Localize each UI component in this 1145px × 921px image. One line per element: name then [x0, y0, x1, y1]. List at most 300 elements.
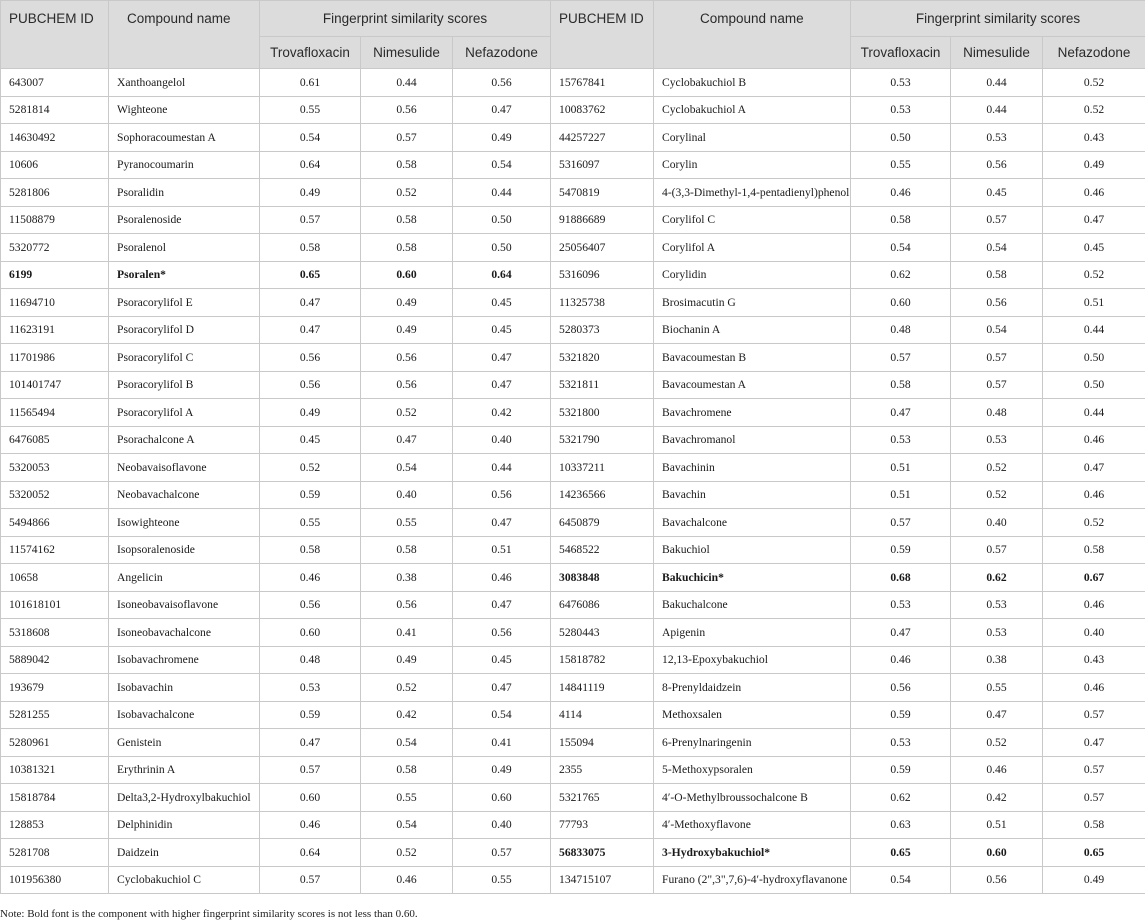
table-row [1, 399, 1145, 427]
table-row [1, 454, 1145, 482]
left-trovafloxacin-score: 0.61 [260, 69, 361, 97]
left-nefazodone-score: 0.47 [453, 591, 551, 619]
right-trovafloxacin-score: 0.53 [851, 591, 951, 619]
right-trovafloxacin-score: 0.46 [851, 646, 951, 674]
left-nimesulide-score: 0.58 [361, 206, 453, 234]
left-nefazodone-score: 0.44 [453, 179, 551, 207]
header-scores-group-left: Fingerprint similarity scores [260, 1, 551, 37]
left-nefazodone-score: 0.40 [453, 811, 551, 839]
left-nefazodone-score: 0.60 [453, 784, 551, 812]
right-nimesulide-score: 0.52 [951, 729, 1043, 757]
right-nimesulide-score: 0.56 [951, 289, 1043, 317]
table-row [1, 564, 1145, 592]
table-row [1, 426, 1145, 454]
right-trovafloxacin-score: 0.57 [851, 344, 951, 372]
table-row [1, 206, 1145, 234]
left-nefazodone-score: 0.50 [453, 206, 551, 234]
right-pubchem-id: 5321800 [551, 399, 654, 427]
left-pubchem-id: 10606 [1, 151, 109, 179]
right-trovafloxacin-score: 0.62 [851, 784, 951, 812]
right-pubchem-id: 77793 [551, 811, 654, 839]
left-pubchem-id: 101618101 [1, 591, 109, 619]
left-pubchem-id: 5320052 [1, 481, 109, 509]
left-nimesulide-score: 0.56 [361, 591, 453, 619]
left-trovafloxacin-score: 0.48 [260, 646, 361, 674]
right-trovafloxacin-score: 0.68 [851, 564, 951, 592]
right-pubchem-id: 10083762 [551, 96, 654, 124]
right-nefazodone-score: 0.49 [1043, 151, 1145, 179]
left-compound-name: Psoracorylifol A [109, 399, 260, 427]
left-pubchem-id: 11694710 [1, 289, 109, 317]
table-row [1, 646, 1145, 674]
right-pubchem-id: 56833075 [551, 839, 654, 867]
right-nefazodone-score: 0.67 [1043, 564, 1145, 592]
right-trovafloxacin-score: 0.62 [851, 261, 951, 289]
left-nefazodone-score: 0.51 [453, 536, 551, 564]
right-pubchem-id: 5321811 [551, 371, 654, 399]
right-nefazodone-score: 0.50 [1043, 344, 1145, 372]
right-compound-name: Bavachinin [654, 454, 851, 482]
left-nimesulide-score: 0.55 [361, 509, 453, 537]
left-compound-name: Neobavaisoflavone [109, 454, 260, 482]
right-nimesulide-score: 0.45 [951, 179, 1043, 207]
right-nefazodone-score: 0.57 [1043, 756, 1145, 784]
right-pubchem-id: 15767841 [551, 69, 654, 97]
header-scores-group-right: Fingerprint similarity scores [851, 1, 1145, 37]
left-trovafloxacin-score: 0.54 [260, 124, 361, 152]
left-pubchem-id: 14630492 [1, 124, 109, 152]
right-trovafloxacin-score: 0.47 [851, 399, 951, 427]
left-compound-name: Psoracorylifol D [109, 316, 260, 344]
right-trovafloxacin-score: 0.50 [851, 124, 951, 152]
right-pubchem-id: 3083848 [551, 564, 654, 592]
right-pubchem-id: 5316096 [551, 261, 654, 289]
right-compound-name: Bavacoumestan B [654, 344, 851, 372]
right-nefazodone-score: 0.50 [1043, 371, 1145, 399]
right-pubchem-id: 5468522 [551, 536, 654, 564]
left-trovafloxacin-score: 0.53 [260, 674, 361, 702]
table-row [1, 591, 1145, 619]
left-nimesulide-score: 0.49 [361, 289, 453, 317]
right-pubchem-id: 6450879 [551, 509, 654, 537]
left-nefazodone-score: 0.54 [453, 701, 551, 729]
right-pubchem-id: 5316097 [551, 151, 654, 179]
right-compound-name: Bavachin [654, 481, 851, 509]
right-nefazodone-score: 0.44 [1043, 316, 1145, 344]
left-trovafloxacin-score: 0.47 [260, 729, 361, 757]
left-nefazodone-score: 0.64 [453, 261, 551, 289]
right-trovafloxacin-score: 0.56 [851, 674, 951, 702]
table-row [1, 234, 1145, 262]
right-nefazodone-score: 0.57 [1043, 701, 1145, 729]
table-row [1, 316, 1145, 344]
left-nimesulide-score: 0.49 [361, 646, 453, 674]
right-compound-name: 4-(3,3-Dimethyl-1,4-pentadienyl)phenol [654, 179, 851, 207]
left-compound-name: Angelicin [109, 564, 260, 592]
left-trovafloxacin-score: 0.57 [260, 866, 361, 894]
right-pubchem-id: 5321765 [551, 784, 654, 812]
right-trovafloxacin-score: 0.63 [851, 811, 951, 839]
right-compound-name: Corylidin [654, 261, 851, 289]
left-pubchem-id: 11565494 [1, 399, 109, 427]
right-nimesulide-score: 0.57 [951, 206, 1043, 234]
left-pubchem-id: 5281814 [1, 96, 109, 124]
right-nefazodone-score: 0.49 [1043, 866, 1145, 894]
left-pubchem-id: 5318608 [1, 619, 109, 647]
right-nefazodone-score: 0.46 [1043, 674, 1145, 702]
right-pubchem-id: 6476086 [551, 591, 654, 619]
left-nimesulide-score: 0.41 [361, 619, 453, 647]
right-nefazodone-score: 0.43 [1043, 646, 1145, 674]
right-nimesulide-score: 0.58 [951, 261, 1043, 289]
right-nimesulide-score: 0.56 [951, 866, 1043, 894]
left-pubchem-id: 128853 [1, 811, 109, 839]
right-pubchem-id: 25056407 [551, 234, 654, 262]
right-nimesulide-score: 0.53 [951, 619, 1043, 647]
left-nefazodone-score: 0.57 [453, 839, 551, 867]
right-nimesulide-score: 0.38 [951, 646, 1043, 674]
right-trovafloxacin-score: 0.59 [851, 536, 951, 564]
left-nefazodone-score: 0.45 [453, 289, 551, 317]
right-nimesulide-score: 0.54 [951, 234, 1043, 262]
table-row [1, 674, 1145, 702]
table-row [1, 151, 1145, 179]
right-nefazodone-score: 0.57 [1043, 784, 1145, 812]
right-nimesulide-score: 0.56 [951, 151, 1043, 179]
right-nefazodone-score: 0.65 [1043, 839, 1145, 867]
left-pubchem-id: 643007 [1, 69, 109, 97]
right-pubchem-id: 11325738 [551, 289, 654, 317]
right-nimesulide-score: 0.46 [951, 756, 1043, 784]
left-nimesulide-score: 0.56 [361, 96, 453, 124]
left-trovafloxacin-score: 0.64 [260, 839, 361, 867]
table-body [1, 69, 1145, 894]
right-nefazodone-score: 0.44 [1043, 399, 1145, 427]
table-row [1, 344, 1145, 372]
left-pubchem-id: 6199 [1, 261, 109, 289]
right-trovafloxacin-score: 0.65 [851, 839, 951, 867]
right-pubchem-id: 134715107 [551, 866, 654, 894]
table-row [1, 756, 1145, 784]
left-trovafloxacin-score: 0.56 [260, 591, 361, 619]
table-row [1, 124, 1145, 152]
left-pubchem-id: 5320772 [1, 234, 109, 262]
left-pubchem-id: 5889042 [1, 646, 109, 674]
left-pubchem-id: 11623191 [1, 316, 109, 344]
table-row [1, 619, 1145, 647]
left-pubchem-id: 5280961 [1, 729, 109, 757]
left-compound-name: Psoralen* [109, 261, 260, 289]
left-compound-name: Isopsoralenoside [109, 536, 260, 564]
left-trovafloxacin-score: 0.46 [260, 564, 361, 592]
table-footnote: Note: Bold font is the component with higher fingerprint similarity scores is not less than 0.60. [0, 908, 418, 920]
left-trovafloxacin-score: 0.45 [260, 426, 361, 454]
right-trovafloxacin-score: 0.53 [851, 96, 951, 124]
left-nefazodone-score: 0.49 [453, 124, 551, 152]
table-row [1, 371, 1145, 399]
right-trovafloxacin-score: 0.51 [851, 454, 951, 482]
right-nimesulide-score: 0.55 [951, 674, 1043, 702]
right-compound-name: Apigenin [654, 619, 851, 647]
left-nimesulide-score: 0.55 [361, 784, 453, 812]
left-pubchem-id: 11701986 [1, 344, 109, 372]
right-compound-name: 4′-Methoxyflavone [654, 811, 851, 839]
table-row [1, 509, 1145, 537]
header-pubchem-id-left: PUBCHEM ID [1, 1, 109, 69]
right-nefazodone-score: 0.52 [1043, 261, 1145, 289]
left-nimesulide-score: 0.52 [361, 179, 453, 207]
header-compound-name-left: Compound name [109, 1, 260, 69]
header-nimesulide-left: Nimesulide [361, 37, 453, 69]
right-nimesulide-score: 0.60 [951, 839, 1043, 867]
right-compound-name: Corylifol C [654, 206, 851, 234]
right-nefazodone-score: 0.46 [1043, 481, 1145, 509]
left-nefazodone-score: 0.56 [453, 69, 551, 97]
header-nimesulide-right: Nimesulide [951, 37, 1043, 69]
right-nimesulide-score: 0.52 [951, 481, 1043, 509]
right-nefazodone-score: 0.43 [1043, 124, 1145, 152]
left-nimesulide-score: 0.56 [361, 344, 453, 372]
right-nefazodone-score: 0.46 [1043, 426, 1145, 454]
left-compound-name: Psorachalcone A [109, 426, 260, 454]
left-trovafloxacin-score: 0.47 [260, 289, 361, 317]
left-trovafloxacin-score: 0.47 [260, 316, 361, 344]
right-nimesulide-score: 0.47 [951, 701, 1043, 729]
header-compound-name-right: Compound name [654, 1, 851, 69]
left-compound-name: Psoralenoside [109, 206, 260, 234]
right-nimesulide-score: 0.42 [951, 784, 1043, 812]
table-row [1, 701, 1145, 729]
right-compound-name: 5-Methoxypsoralen [654, 756, 851, 784]
left-trovafloxacin-score: 0.64 [260, 151, 361, 179]
table-row [1, 536, 1145, 564]
table-row [1, 811, 1145, 839]
left-nefazodone-score: 0.56 [453, 481, 551, 509]
right-pubchem-id: 4114 [551, 701, 654, 729]
right-pubchem-id: 14841119 [551, 674, 654, 702]
left-compound-name: Psoralenol [109, 234, 260, 262]
left-pubchem-id: 10381321 [1, 756, 109, 784]
left-compound-name: Daidzein [109, 839, 260, 867]
right-pubchem-id: 14236566 [551, 481, 654, 509]
left-nimesulide-score: 0.52 [361, 674, 453, 702]
left-nefazodone-score: 0.44 [453, 454, 551, 482]
left-compound-name: Delta3,2-Hydroxylbakuchiol [109, 784, 260, 812]
left-nimesulide-score: 0.46 [361, 866, 453, 894]
left-compound-name: Isoneobavachalcone [109, 619, 260, 647]
header-pubchem-id-right: PUBCHEM ID [551, 1, 654, 69]
table-row [1, 481, 1145, 509]
left-trovafloxacin-score: 0.49 [260, 179, 361, 207]
left-compound-name: Isobavachalcone [109, 701, 260, 729]
header-trovafloxacin-right: Trovafloxacin [851, 37, 951, 69]
right-trovafloxacin-score: 0.53 [851, 426, 951, 454]
left-trovafloxacin-score: 0.57 [260, 206, 361, 234]
left-nefazodone-score: 0.41 [453, 729, 551, 757]
left-compound-name: Psoracorylifol E [109, 289, 260, 317]
right-compound-name: Furano (2",3",7,6)-4′-hydroxyflavanone [654, 866, 851, 894]
left-compound-name: Neobavachalcone [109, 481, 260, 509]
left-pubchem-id: 11574162 [1, 536, 109, 564]
table-row [1, 261, 1145, 289]
left-compound-name: Sophoracoumestan A [109, 124, 260, 152]
right-nimesulide-score: 0.62 [951, 564, 1043, 592]
header-nefazodone-left: Nefazodone [453, 37, 551, 69]
right-nimesulide-score: 0.51 [951, 811, 1043, 839]
right-compound-name: Brosimacutin G [654, 289, 851, 317]
left-compound-name: Cyclobakuchiol C [109, 866, 260, 894]
right-trovafloxacin-score: 0.51 [851, 481, 951, 509]
right-compound-name: Cyclobakuchiol B [654, 69, 851, 97]
left-trovafloxacin-score: 0.59 [260, 481, 361, 509]
table-row [1, 179, 1145, 207]
right-trovafloxacin-score: 0.55 [851, 151, 951, 179]
left-pubchem-id: 10658 [1, 564, 109, 592]
right-trovafloxacin-score: 0.47 [851, 619, 951, 647]
left-nefazodone-score: 0.45 [453, 646, 551, 674]
right-nefazodone-score: 0.52 [1043, 509, 1145, 537]
right-compound-name: 6-Prenylnaringenin [654, 729, 851, 757]
left-nefazodone-score: 0.54 [453, 151, 551, 179]
left-pubchem-id: 101956380 [1, 866, 109, 894]
right-compound-name: Bakuchalcone [654, 591, 851, 619]
left-trovafloxacin-score: 0.60 [260, 619, 361, 647]
left-nefazodone-score: 0.47 [453, 96, 551, 124]
left-compound-name: Wighteone [109, 96, 260, 124]
left-nefazodone-score: 0.47 [453, 509, 551, 537]
right-nimesulide-score: 0.57 [951, 371, 1043, 399]
left-trovafloxacin-score: 0.58 [260, 536, 361, 564]
table-row [1, 69, 1145, 97]
left-pubchem-id: 193679 [1, 674, 109, 702]
right-pubchem-id: 5470819 [551, 179, 654, 207]
right-trovafloxacin-score: 0.54 [851, 866, 951, 894]
right-nefazodone-score: 0.46 [1043, 591, 1145, 619]
right-trovafloxacin-score: 0.60 [851, 289, 951, 317]
right-nefazodone-score: 0.46 [1043, 179, 1145, 207]
right-nimesulide-score: 0.44 [951, 69, 1043, 97]
right-compound-name: Corylinal [654, 124, 851, 152]
right-nimesulide-score: 0.48 [951, 399, 1043, 427]
right-pubchem-id: 155094 [551, 729, 654, 757]
right-nefazodone-score: 0.47 [1043, 729, 1145, 757]
right-nefazodone-score: 0.45 [1043, 234, 1145, 262]
left-nimesulide-score: 0.58 [361, 234, 453, 262]
right-compound-name: Cyclobakuchiol A [654, 96, 851, 124]
table-row [1, 289, 1145, 317]
right-trovafloxacin-score: 0.58 [851, 371, 951, 399]
left-pubchem-id: 5494866 [1, 509, 109, 537]
right-compound-name: Biochanin A [654, 316, 851, 344]
right-nefazodone-score: 0.47 [1043, 454, 1145, 482]
left-nimesulide-score: 0.57 [361, 124, 453, 152]
left-nefazodone-score: 0.49 [453, 756, 551, 784]
left-trovafloxacin-score: 0.65 [260, 261, 361, 289]
left-trovafloxacin-score: 0.57 [260, 756, 361, 784]
right-nimesulide-score: 0.53 [951, 591, 1043, 619]
left-trovafloxacin-score: 0.55 [260, 509, 361, 537]
right-compound-name: Bavachalcone [654, 509, 851, 537]
left-pubchem-id: 5281255 [1, 701, 109, 729]
left-compound-name: Isoneobavaisoflavone [109, 591, 260, 619]
right-nefazodone-score: 0.52 [1043, 69, 1145, 97]
right-trovafloxacin-score: 0.53 [851, 69, 951, 97]
right-compound-name: 3-Hydroxybakuchiol* [654, 839, 851, 867]
right-compound-name: Bavacoumestan A [654, 371, 851, 399]
right-trovafloxacin-score: 0.48 [851, 316, 951, 344]
left-nimesulide-score: 0.38 [361, 564, 453, 592]
right-compound-name: Bavachromene [654, 399, 851, 427]
left-pubchem-id: 5320053 [1, 454, 109, 482]
left-nimesulide-score: 0.40 [361, 481, 453, 509]
table-row [1, 839, 1145, 867]
left-pubchem-id: 5281708 [1, 839, 109, 867]
left-nimesulide-score: 0.58 [361, 151, 453, 179]
right-pubchem-id: 5280443 [551, 619, 654, 647]
left-trovafloxacin-score: 0.60 [260, 784, 361, 812]
right-compound-name: Methoxsalen [654, 701, 851, 729]
left-trovafloxacin-score: 0.56 [260, 344, 361, 372]
right-pubchem-id: 44257227 [551, 124, 654, 152]
table-header [1, 1, 1145, 69]
right-pubchem-id: 15818782 [551, 646, 654, 674]
header-trovafloxacin-left: Trovafloxacin [260, 37, 361, 69]
left-nefazodone-score: 0.47 [453, 344, 551, 372]
left-trovafloxacin-score: 0.52 [260, 454, 361, 482]
left-trovafloxacin-score: 0.46 [260, 811, 361, 839]
left-compound-name: Xanthoangelol [109, 69, 260, 97]
left-nefazodone-score: 0.47 [453, 371, 551, 399]
left-trovafloxacin-score: 0.56 [260, 371, 361, 399]
left-compound-name: Psoralidin [109, 179, 260, 207]
table-row [1, 729, 1145, 757]
right-nimesulide-score: 0.52 [951, 454, 1043, 482]
left-nimesulide-score: 0.44 [361, 69, 453, 97]
right-nimesulide-score: 0.54 [951, 316, 1043, 344]
right-pubchem-id: 10337211 [551, 454, 654, 482]
left-nimesulide-score: 0.56 [361, 371, 453, 399]
left-compound-name: Psoracorylifol C [109, 344, 260, 372]
left-nimesulide-score: 0.49 [361, 316, 453, 344]
left-compound-name: Pyranocoumarin [109, 151, 260, 179]
table-row [1, 866, 1145, 894]
left-pubchem-id: 5281806 [1, 179, 109, 207]
left-compound-name: Erythrinin A [109, 756, 260, 784]
right-nimesulide-score: 0.57 [951, 536, 1043, 564]
left-nefazodone-score: 0.50 [453, 234, 551, 262]
left-pubchem-id: 101401747 [1, 371, 109, 399]
left-nimesulide-score: 0.52 [361, 399, 453, 427]
right-trovafloxacin-score: 0.59 [851, 701, 951, 729]
left-compound-name: Genistein [109, 729, 260, 757]
left-trovafloxacin-score: 0.59 [260, 701, 361, 729]
right-compound-name: Bakuchiol [654, 536, 851, 564]
left-nimesulide-score: 0.60 [361, 261, 453, 289]
left-pubchem-id: 6476085 [1, 426, 109, 454]
right-trovafloxacin-score: 0.57 [851, 509, 951, 537]
right-trovafloxacin-score: 0.59 [851, 756, 951, 784]
right-nimesulide-score: 0.40 [951, 509, 1043, 537]
right-nefazodone-score: 0.52 [1043, 96, 1145, 124]
right-trovafloxacin-score: 0.58 [851, 206, 951, 234]
left-nimesulide-score: 0.52 [361, 839, 453, 867]
left-compound-name: Delphinidin [109, 811, 260, 839]
left-nefazodone-score: 0.45 [453, 316, 551, 344]
right-pubchem-id: 5321820 [551, 344, 654, 372]
right-nimesulide-score: 0.44 [951, 96, 1043, 124]
left-nefazodone-score: 0.42 [453, 399, 551, 427]
right-nimesulide-score: 0.53 [951, 124, 1043, 152]
